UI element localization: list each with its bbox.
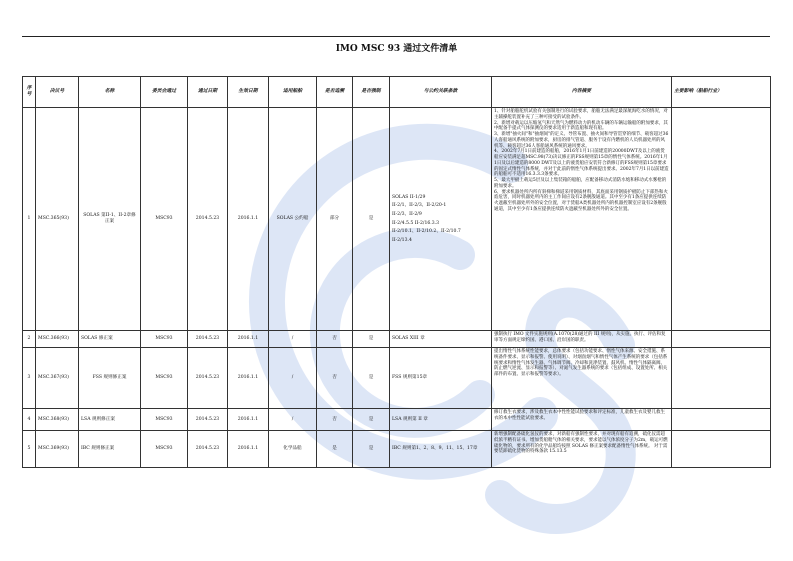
cell-adopted: 2014.5.23 [188, 409, 228, 431]
cell-no: 1 [23, 108, 36, 331]
cell-effective: 2016.1.1 [228, 108, 269, 331]
cell-retro: 是 [317, 431, 353, 468]
content-item: 4、2002年7月1日前建造的船舶，2016年1月1日前建造的20000DWT及以上的液货船应安装满足超MSC.98(73)决议修正的FSS规则第15章的惰性气体系统。2016年1月1日及以后建造的8000 DWT及以上的液货船应安装符合新修订的FSS规则第15章要求的固定式惰性气体系统，并对于此前的惰性气体系统提出要求。2002年7月1日以前建造的船舶可不适用16.3.3.3条要求。 [494, 149, 669, 178]
cell-adopted: 2014.5.23 [188, 331, 228, 348]
header-effective: 生效日期 [228, 77, 269, 108]
header-applies: 适用船舶 [269, 77, 317, 108]
cell-retro: 否 [317, 331, 353, 348]
cell-committee: MSC93 [141, 431, 188, 468]
cell-retro: 否 [317, 348, 353, 409]
cell-impact [672, 409, 771, 431]
cell-retro: 否 [317, 409, 353, 431]
cell-mandatory: 是 [353, 348, 390, 409]
cell-name: IBC 规则修正案 [79, 431, 141, 468]
cell-content: 强制执行 IMO 文件实施规则(A.1070(28)通过的 III 规则)，从实施、执行、评估和复审等方面规定缔约国、港口国、沿岸国的职责。 [492, 331, 672, 348]
cell-effective: 2016.1.1 [228, 409, 269, 431]
content-item: 1、针对船舶舵机试验有关强制进行的试验要求，船舶无法满足最深航海吃水的情况，对主辅操舵装置补充了三种可接受的试验条件。 [494, 109, 668, 120]
cell-related: FSS 规则第15章 [390, 348, 492, 409]
cell-mandatory: 是 [353, 108, 390, 331]
cell-no: 3 [23, 348, 36, 409]
cell-mandatory: 是 [353, 331, 390, 348]
cell-resolution: MSC.369(93) [36, 431, 79, 468]
cell-content: 提出惰性气体系统性能要求，总体要求（包括功能要求、惰性气体来源、安全措施、系统备件要求、显示和报警、使用说明）、对烟囱烟气和惰性气体产生系统的要求（包括系统要求和惰性气体发生器、气体调节阀、冷却和洗涤装置、鼓风机、惰性气体隔离阀、防止燃气逆流、显示和报警等）、对氮气发生器系统的要求（包括组成、设置处所、相关部件的布置、显示和报警等要求）。 [492, 348, 672, 409]
header-mandatory: 是否强制 [353, 77, 390, 108]
cell-resolution: MSC.366(93) [36, 331, 79, 348]
header-committee: 委员会通过 [141, 77, 188, 108]
cell-name: FSS 规则修正案 [79, 348, 141, 409]
cell-committee: MSC93 [141, 409, 188, 431]
document-list-table [22, 76, 771, 468]
cell-resolution: MSC.368(93) [36, 409, 79, 431]
cell-adopted: 2014.5.23 [188, 108, 228, 331]
cell-retro: 部分 [317, 108, 353, 331]
table-row [23, 409, 771, 431]
cell-name: SOLAS 第II-1、II-2章修正案 [79, 108, 141, 331]
header-retro: 是否追溯 [317, 77, 353, 108]
cell-impact [672, 348, 771, 409]
cell-no: 2 [23, 331, 36, 348]
header-related: 与公约关联条款 [390, 77, 492, 108]
cell-content: 新增强制配备硫化氢仪的要求，对新船有强制性要求，并对现有船有追溯，硫化仪需超低浓半精有证书。增加货船舱气体的相关要求，要求能以气体浓度分子为2m，载运可燃硫化物的，要求所有的化学品船均按照 SOLAS 修正案要求配备惰性气体系统。 对于需要装卸硫化货物的特殊条款 15.13.5 [492, 431, 672, 468]
cell-applies: / [269, 331, 317, 348]
table-row [23, 331, 771, 348]
header-row [23, 77, 771, 108]
cell-effective: 2016.1.1 [228, 348, 269, 409]
cell-applies: 化学品船 [269, 431, 317, 468]
content-item: 3、新增"抽火间"和"抽烟间"的定义、导管布置、抽火间和导管贯穿的细节、载客超过36人客船通风系统的附加要求，厨房的排气管道、服务于设有内燃机的人员机器处所的风机等、载客超过36人客船通风系统的通风要求。 [494, 132, 669, 149]
cell-committee: MSC93 [141, 331, 188, 348]
cell-content: 修订救生衣要求，涉及救生衣本中性性能试验要求和评定标准，儿童救生衣及婴儿救生衣的本中性性能试验要求。 [492, 409, 672, 431]
cell-applies: / [269, 348, 317, 409]
cell-name: LSA 规则修正案 [79, 409, 141, 431]
table-row [23, 108, 771, 331]
header-rule [22, 36, 770, 37]
related-clause: SOLAS II-1/29 [392, 194, 426, 200]
header-resolution: 决议号 [36, 77, 79, 108]
cell-no: 5 [23, 431, 36, 468]
related-clause: II-2/4.5.5 II-2/16.3.3 [392, 220, 440, 226]
cell-related: IBC 规则第1、2、8、9、11、15、17章 [390, 431, 492, 468]
cell-related: LSA 规则第 II 章 [390, 409, 492, 431]
header-name: 名称 [79, 77, 141, 108]
content-item: 6、要求机器处所内所有斜梯和梯道采用钢质材料，其底面采用钢质护板防止下部热和火焰危害，同时机器处所内的主工作间应设有2条舰殷通道。其中至少有1条应提供连续防火遮蔽至机器处所外的安全位置，对于货船A类机器处所内的机器控制室应设有2条舰殷通道，其中至少有1条应提供连续防火遮蔽至机器处所外的安全位置。 [494, 189, 668, 212]
content-item: 2、新增对载运以压缩氢气和天然气为燃料动力的机动车辆的车辆运输船的附加要求，其中配备手提式气体探测仪的要求适用于新造船和现有船。 [494, 120, 668, 132]
cell-adopted: 2014.5.23 [188, 348, 228, 409]
document-title: IMO MSC 93 通过文件清单 [335, 44, 458, 54]
cell-adopted: 2014.5.23 [188, 431, 228, 468]
cell-related [390, 108, 492, 331]
related-clause: II-2/3、II-2/9 [392, 211, 422, 217]
cell-impact [672, 108, 771, 331]
cell-name: SOLAS 修正案 [79, 331, 141, 348]
header-adopted: 通过日期 [188, 77, 228, 108]
related-clause: II-2/1、II-2/3、II-2/20-1 [392, 203, 447, 209]
header-impact: 主要影响（船舶行业） [672, 77, 771, 108]
cell-impact [672, 331, 771, 348]
cell-applies: / [269, 409, 317, 431]
cell-related: SOLAS XIII 章 [390, 331, 492, 348]
cell-impact [672, 431, 771, 468]
cell-resolution: MSC.365(93) [36, 108, 79, 331]
cell-effective: 2016.1.1 [228, 431, 269, 468]
cell-resolution: MSC.367(93) [36, 348, 79, 409]
content-item: 5、最大甲板上载运5层及以上集装箱的船舶，应配备移动式消防水炮和移动式水雾枪的附加要求。 [494, 178, 667, 189]
table-row [23, 431, 771, 468]
header-no: 序号 [23, 77, 36, 108]
cell-content [492, 108, 672, 331]
cell-committee: MSC93 [141, 108, 188, 331]
cell-effective: 2016.1.1 [228, 331, 269, 348]
related-clause: II-2/10.1、II-2/10.2、II-2/10.7 [392, 229, 461, 235]
cell-committee: MSC93 [141, 348, 188, 409]
cell-mandatory: 是 [353, 409, 390, 431]
cell-no: 4 [23, 409, 36, 431]
cell-mandatory: 是 [353, 431, 390, 468]
cell-applies: SOLAS 公约船 [269, 108, 317, 331]
table-row [23, 348, 771, 409]
header-content: 内容摘要 [492, 77, 672, 108]
related-clause: II-2/13.4 [392, 237, 412, 243]
